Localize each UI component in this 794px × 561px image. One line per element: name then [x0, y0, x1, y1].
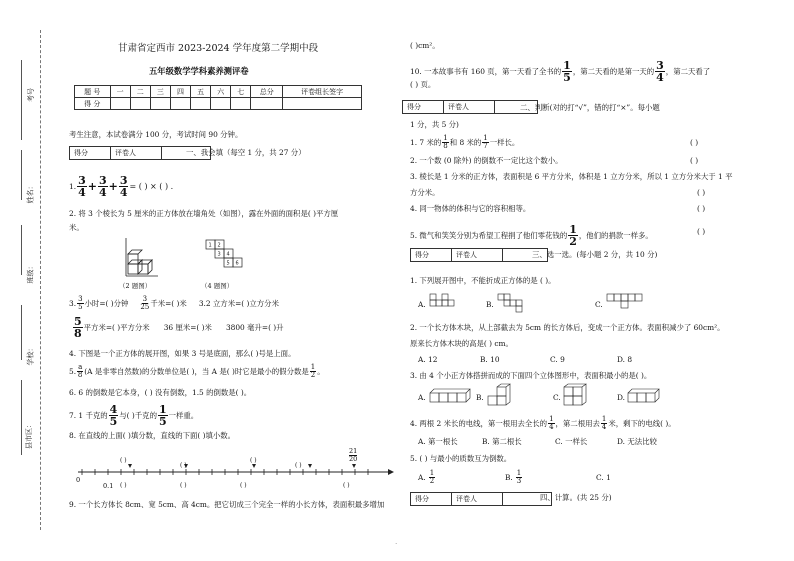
numberline-marker	[308, 464, 312, 468]
grader-box-label: 评卷人	[452, 249, 503, 262]
judge-2: 2. 一个数 (0 除外) 的倒数不一定比这个数小。	[410, 156, 563, 165]
net-cell-6: 6	[235, 260, 239, 267]
question-6: 6. 6 的倒数是它本身，( ) 没有倒数，1.5 的倒数是( )。	[69, 388, 252, 397]
question-2-cont: 米。	[69, 223, 84, 232]
side-underline-3	[21, 225, 22, 275]
solid-figure-d	[628, 387, 668, 407]
option-d[interactable]: D. 无法比较	[617, 437, 657, 446]
judge-3: 3. 棱长是 1 分米的正方体，表面积是 6 平方分米，体积是 1 立方分米，所以 1 立方分米大于 1 平	[410, 172, 733, 181]
option-b[interactable]: B. 第二根长	[482, 437, 522, 446]
option-a-label[interactable]: A.	[418, 393, 426, 402]
side-label-county: 县市区：	[25, 421, 33, 449]
judge-4: 4. 同一物体的体积与它的容积相等。	[410, 204, 531, 213]
option-d[interactable]: D. 8	[617, 355, 633, 364]
section2-title-cont: 1 分，共 5 分)	[410, 120, 459, 129]
grader-box-label: 评卷人	[444, 101, 495, 114]
question-2: 2. 将 3 个棱长为 5 厘米的正方体放在墙角处（如图），露在外面的面积是( )平方厘	[69, 209, 339, 218]
question-8: 8. 在直线的上面( )填分数，直线的下面( )填小数。	[69, 431, 236, 440]
numberline-marker	[252, 464, 256, 468]
judge-answer[interactable]: ( )	[697, 204, 706, 213]
exam-subtitle: 五年级数学学科素养测评卷	[149, 66, 249, 76]
fraction: $\frac{1}{5}$	[158, 403, 167, 428]
score-blank[interactable]	[231, 98, 251, 110]
net-cell-1: 1	[208, 242, 212, 249]
question-7: 7. 1 千克的 $\frac{4}{5}$ 与( )千克的 $\frac{1}{5}$ 一样重。	[69, 403, 199, 428]
figure-caption-4: （4 题图）	[201, 282, 234, 290]
numberline-paren: ( )	[240, 482, 247, 489]
judge-5: 5. 微气和笑笑分别为希望工程捐了他们零花钱的 $\frac{1}{2}$ ，他们的捐款一样多。	[410, 223, 653, 248]
question-9-end: ( )cm²。	[410, 41, 440, 50]
section4-score-box	[410, 492, 552, 506]
option-b[interactable]: B. 10	[480, 355, 500, 364]
cube-stack-figure	[120, 236, 160, 281]
exam-notice: 考生注意，本试卷满分 100 分，考试时间 90 分钟。	[69, 130, 243, 139]
section3-score-box	[410, 248, 548, 262]
option-d-label[interactable]: D.	[617, 393, 626, 402]
option-c[interactable]: C. 一样长	[555, 437, 588, 446]
fraction: $\frac{3}{25}$	[140, 295, 150, 311]
question-3: 3. $\frac{3}{5}$ 小时=( )分钟 $\frac{3}{25}$ 千米=( )米 3.2 立方米=( )立方分米	[69, 295, 279, 311]
fraction: $\frac{1}{8}$	[443, 134, 448, 150]
score-blank[interactable]	[150, 98, 170, 110]
section1-title: 一、我会填（每空 1 分，共 27 分）	[186, 148, 306, 157]
score-blank[interactable]	[170, 98, 190, 110]
numberline-marker	[352, 464, 356, 468]
score-blank[interactable]	[283, 98, 362, 110]
side-label-school: 学校：	[26, 344, 35, 366]
figure-caption-2: （2 题图）	[119, 282, 152, 290]
question-5: 5. $\frac{a}{8}$ (A 是非零自然数)的分数单位是( )，当 A 是( )时它是最小的假分数是 $\frac{1}{2}$ 。	[69, 363, 325, 379]
section3-title: 三、选一选。(每小题 2 分，共 10 分)	[532, 250, 658, 259]
judge-answer[interactable]: ( )	[690, 156, 699, 165]
option-b-label[interactable]: B.	[476, 393, 484, 402]
numberline-paren: ( )	[180, 462, 187, 469]
judge-1: 1. 7 米的 $\frac{1}{8}$ 和 8 米的 $\frac{1}{7}$ 一样长。	[410, 134, 520, 150]
numberline-label-0-1: 0.1	[103, 482, 114, 490]
fraction: $\frac{3}{5}$	[78, 295, 83, 311]
numberline-paren: ( )	[250, 457, 257, 464]
question-4: 4. 下图是一个正方体的展开图，如果 3 号是底面，那么( )号是上面。	[69, 349, 296, 358]
judge-answer[interactable]: ( )	[690, 138, 699, 147]
fraction: $\frac{1}{2}$	[569, 223, 577, 248]
judge-answer[interactable]: ( )	[697, 227, 706, 236]
numberline-paren: ( )	[180, 482, 187, 489]
numberline-paren: ( )	[295, 462, 302, 469]
score-table-header-row	[75, 86, 362, 98]
exam-title: 甘肃省定西市 2023-2024 学年度第二学期中段	[118, 43, 319, 54]
score-cell: 评卷组长签字	[283, 86, 362, 98]
judge-answer[interactable]: ( )	[697, 188, 706, 197]
solid-figure-b	[488, 384, 518, 408]
q1-num: 1.	[69, 181, 77, 191]
section2-title: 二、判断(对的打“√”，错的打“×”。每小题	[520, 103, 660, 112]
question-9: 9. 一个长方体长 8cm、宽 5cm、高 4cm。把它切成三个完全一样的小长方体，表面积最多增加	[69, 500, 385, 509]
option-c[interactable]: C. 1	[596, 473, 611, 482]
plus-sign: +	[87, 180, 97, 193]
cube-net-figure	[206, 240, 251, 274]
net-cell-5: 5	[226, 260, 230, 267]
score-blank[interactable]	[191, 98, 211, 110]
grader-box-label: 评卷人	[452, 493, 503, 506]
side-underline-4	[21, 305, 22, 360]
question-1	[69, 175, 173, 198]
fraction: $\frac{3}{4}$	[119, 174, 128, 199]
net-figure-a	[430, 294, 470, 312]
side-underline-2	[21, 150, 22, 200]
score-box-label: 得分	[70, 147, 111, 160]
footer-dot: ·	[395, 539, 398, 548]
choice-2-cont: 原来长方体木块的高是( ) cm。	[410, 339, 513, 348]
choice-3: 3. 由 4 个小正方体搭拼而成的下面四个立体图形中，表面积最小的是( )。	[410, 371, 652, 380]
score-cell: 三	[150, 86, 170, 98]
net-cell-3: 3	[217, 251, 221, 258]
section2-score-box	[402, 100, 538, 114]
side-underline-1	[21, 60, 22, 140]
net-figure-b	[498, 294, 538, 312]
q1-answer: = ( ) × ( ) .	[129, 181, 174, 191]
choice-2: 2. 一个长方体木块，从上部截去为 5cm 的长方体后，变成一个正方体。表面积减少了 60cm²。	[410, 323, 725, 332]
section4-title: 四、计算。(共 25 分)	[540, 493, 612, 502]
fraction: $\frac{1}{4}$	[601, 415, 607, 431]
score-blank[interactable]	[110, 98, 130, 110]
binding-line	[40, 30, 41, 530]
fraction: $\frac{4}{5}$	[109, 403, 118, 428]
score-blank[interactable]	[130, 98, 150, 110]
question-3-row2: $\frac{5}{8}$ 平方米=( )平方分米 36 厘米=( )米 3800 毫升=( )升	[74, 315, 284, 340]
option-a[interactable]: A. 第一根长	[418, 437, 458, 446]
option-c-label[interactable]: C.	[553, 393, 561, 402]
fraction: $\frac{1}{2}$	[429, 469, 435, 485]
grader-box-label: 评卷人	[111, 147, 162, 160]
side-label-class: 班级：	[26, 262, 35, 284]
side-label-exam-id: 考号	[27, 88, 35, 102]
net-cell-2: 2	[217, 242, 221, 249]
choice-5: 5. ( ) 与最小的质数互为倒数。	[410, 454, 512, 463]
fraction: $\frac{a}{8}$	[77, 363, 83, 379]
question-10: 10. 一本故事书有 160 页，第一天看了全书的 $\frac{1}{5}$ ，第二天看的是第一天的 $\frac{3}{4}$ ，第二天看了	[410, 59, 711, 84]
score-blank[interactable]	[211, 98, 231, 110]
score-box-label: 得分	[403, 101, 444, 114]
score-table-score-row	[75, 98, 362, 110]
option-b-label[interactable]: B.	[486, 300, 494, 309]
score-cell: 题 号	[75, 86, 111, 98]
option-c[interactable]: C. 9	[550, 355, 565, 364]
fraction: $\frac{3}{4}$	[656, 59, 664, 84]
numberline-paren: ( )	[343, 482, 350, 489]
score-cell: 得 分	[75, 98, 111, 110]
fraction: $\frac{5}{8}$	[74, 315, 82, 340]
judge-3-cont: 方分米。	[410, 188, 440, 197]
fraction: $\frac{1}{5}$	[563, 59, 571, 84]
fraction: $\frac{1}{2}$	[310, 363, 316, 379]
solid-figure-c	[564, 384, 590, 408]
score-cell: 六	[211, 86, 231, 98]
choice-4: 4. 两根 2 米长的电线，第一根用去全长的 $\frac{1}{4}$ ，第二根用去 $\frac{1}{4}$ 米，剩下的电线( )。	[410, 415, 676, 431]
numberline-paren: ( )	[120, 482, 127, 489]
numberline-fraction-label: 21 20	[349, 447, 358, 463]
numberline-marker	[128, 464, 132, 468]
score-cell: 二	[130, 86, 150, 98]
score-cell: 五	[191, 86, 211, 98]
option-c-label[interactable]: C.	[595, 300, 603, 309]
choice-1: 1. 下列展开图中，不能折成正方体的是 ( )。	[410, 276, 556, 285]
option-a[interactable]: A. 12	[418, 355, 438, 364]
net-figure-c	[607, 294, 657, 312]
net-cell-4: 4	[226, 251, 230, 258]
option-b[interactable]: B. $\frac{1}{3}$	[505, 469, 522, 485]
score-table	[74, 85, 362, 110]
fraction: $\frac{1}{7}$	[483, 134, 488, 150]
fraction: $\frac{1}{4}$	[549, 415, 554, 431]
score-box-label: 得分	[411, 249, 452, 262]
score-cell: 七	[231, 86, 251, 98]
option-a[interactable]: A. $\frac{1}{2}$	[418, 469, 435, 485]
numberline-label-0: 0	[76, 476, 81, 484]
side-underline-5	[21, 380, 22, 455]
fraction: $\frac{3}{4}$	[78, 174, 86, 199]
solid-figure-a	[430, 387, 475, 407]
side-label-name: 姓名：	[26, 182, 35, 204]
option-a-label[interactable]: A.	[418, 300, 426, 309]
plus-sign: +	[108, 180, 118, 193]
score-cell: 四	[170, 86, 190, 98]
fraction: $\frac{1}{3}$	[516, 469, 522, 485]
score-blank[interactable]	[251, 98, 283, 110]
score-cell: 总分	[251, 86, 283, 98]
score-box-label: 得分	[411, 493, 452, 506]
numberline-paren: ( )	[120, 457, 127, 464]
question-10-cont: ( ) 页。	[410, 80, 436, 89]
fraction: $\frac{3}{4}$	[98, 174, 107, 199]
score-cell: 一	[110, 86, 130, 98]
